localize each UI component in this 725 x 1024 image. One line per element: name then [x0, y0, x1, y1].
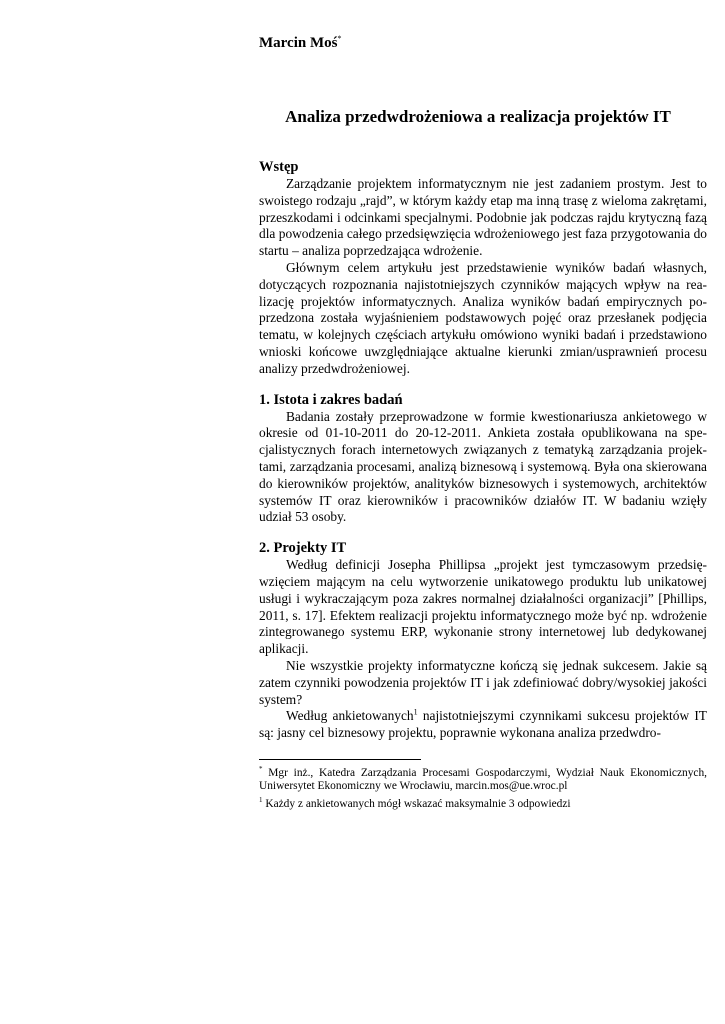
paragraph-text: najistotniejszymi czynnikami sukcesu projektów IT są: jasny cel biznesowy projektu, poprawnie wykonana analiza przedwdro- — [259, 708, 707, 741]
paragraph-text: Według ankietowanych — [286, 708, 414, 724]
section-heading-it-projects: 2. Projekty IT — [259, 540, 347, 557]
section-heading-intro: Wstęp — [259, 159, 299, 175]
footnote-ref-1[interactable]: 1 — [413, 707, 418, 717]
footnote-text: Każdy z ankietowanych mógł wskazać maksymalnie 3 odpowiedzi — [262, 797, 571, 810]
paragraph: Zarządzanie projektem informatycznym nie jest zadaniem prostym. Jest to swoistego rodzaju „rajd”, w którym każdy etap ma inną trasę z wieloma zakrętami, przeszkodami i odcinkami specjalnymi. Podobnie jak podczas rajdu krytyczną fazą dla powodzenia całego przedsięwzięcia wdrożeniowego jest faza przygotowania do startu – analiza poprzedzająca wdrożenie. — [259, 176, 707, 259]
paragraph: Nie wszystkie projekty informatyczne kończą się jednak sukcesem. Jakie są zatem czynniki powodzenia projektów IT i jak zdefiniować dobry/wysokiej jakości system? — [259, 657, 707, 707]
paragraph: Według definicji Josepha Phillipsa „projekt jest tymczasowym przedsięwzięciem mającym na celu wytworzenie unikatowego produktu lub unikatowej usługi i wykraczającym poza zakres normalnej działalności organizacji” [Phillips, 2011, s. 17]. Efektem realizacji projektu informatycznego może być np. wdrożenie zintegrowanego systemu ERP, wykonanie strony internetowej lub dedykowanej aplikacji. — [259, 557, 707, 657]
footnote-author — [259, 763, 707, 794]
author-footnote-mark[interactable]: * — [337, 34, 342, 43]
article-title: Analiza przedwdrożeniowa a realizacja projektów IT — [285, 107, 671, 126]
paragraph: Badania zostały przeprowadzone w formie kwestionariusza ankietowego w okresie od 01-10-2011 do 20-12-2011. Ankieta została opublikowana na specjalistycznych forach internetowych związanych z tematyką zarządzania projektami, zarządzania procesami, analizą biznesową i systemową. Była ona skierowana do kierowników projektów, analityków biznesowych i systemowych, architektów systemów IT oraz kierowników i pracowników działów IT. W badaniu wzięły udział 53 osoby. — [259, 408, 707, 525]
paragraph: Głównym celem artykułu jest przedstawienie wyników badań własnych, dotyczących rozpoznania najistotniejszych czynników mających wpływ na realizację projektów informatycznych. Analiza wyników badań empirycznych poprzedzona została wyjaśnieniem podstawowych pojęć oraz przesłanek podjęcia tematu, w kolejnych częściach artykułu omówiono wyniki badań i przedstawiono wnioski końcowe uwzględniające aktualne kierunki zmian/usprawnień procesu analizy przedwdrożeniowej. — [259, 259, 707, 376]
footnote-1 — [259, 794, 707, 811]
paragraph — [259, 708, 707, 742]
author-text: Marcin Moś — [259, 35, 338, 51]
page — [259, 30, 707, 811]
footnote-text: Mgr inż., Katedra Zarządzania Procesami Gospodarczymi, Wydział Nauk Ekonomicznych, Uniwersytet Ekonomiczny we Wrocławiu, marcin.mos@ue.wroc.pl — [259, 766, 707, 793]
footnote-mark: 1 — [259, 795, 263, 804]
section-heading-scope: 1. Istota i zakres badań — [259, 391, 403, 408]
author-name — [259, 30, 707, 52]
footnote-divider — [259, 759, 421, 760]
footnote-mark: * — [259, 764, 263, 773]
